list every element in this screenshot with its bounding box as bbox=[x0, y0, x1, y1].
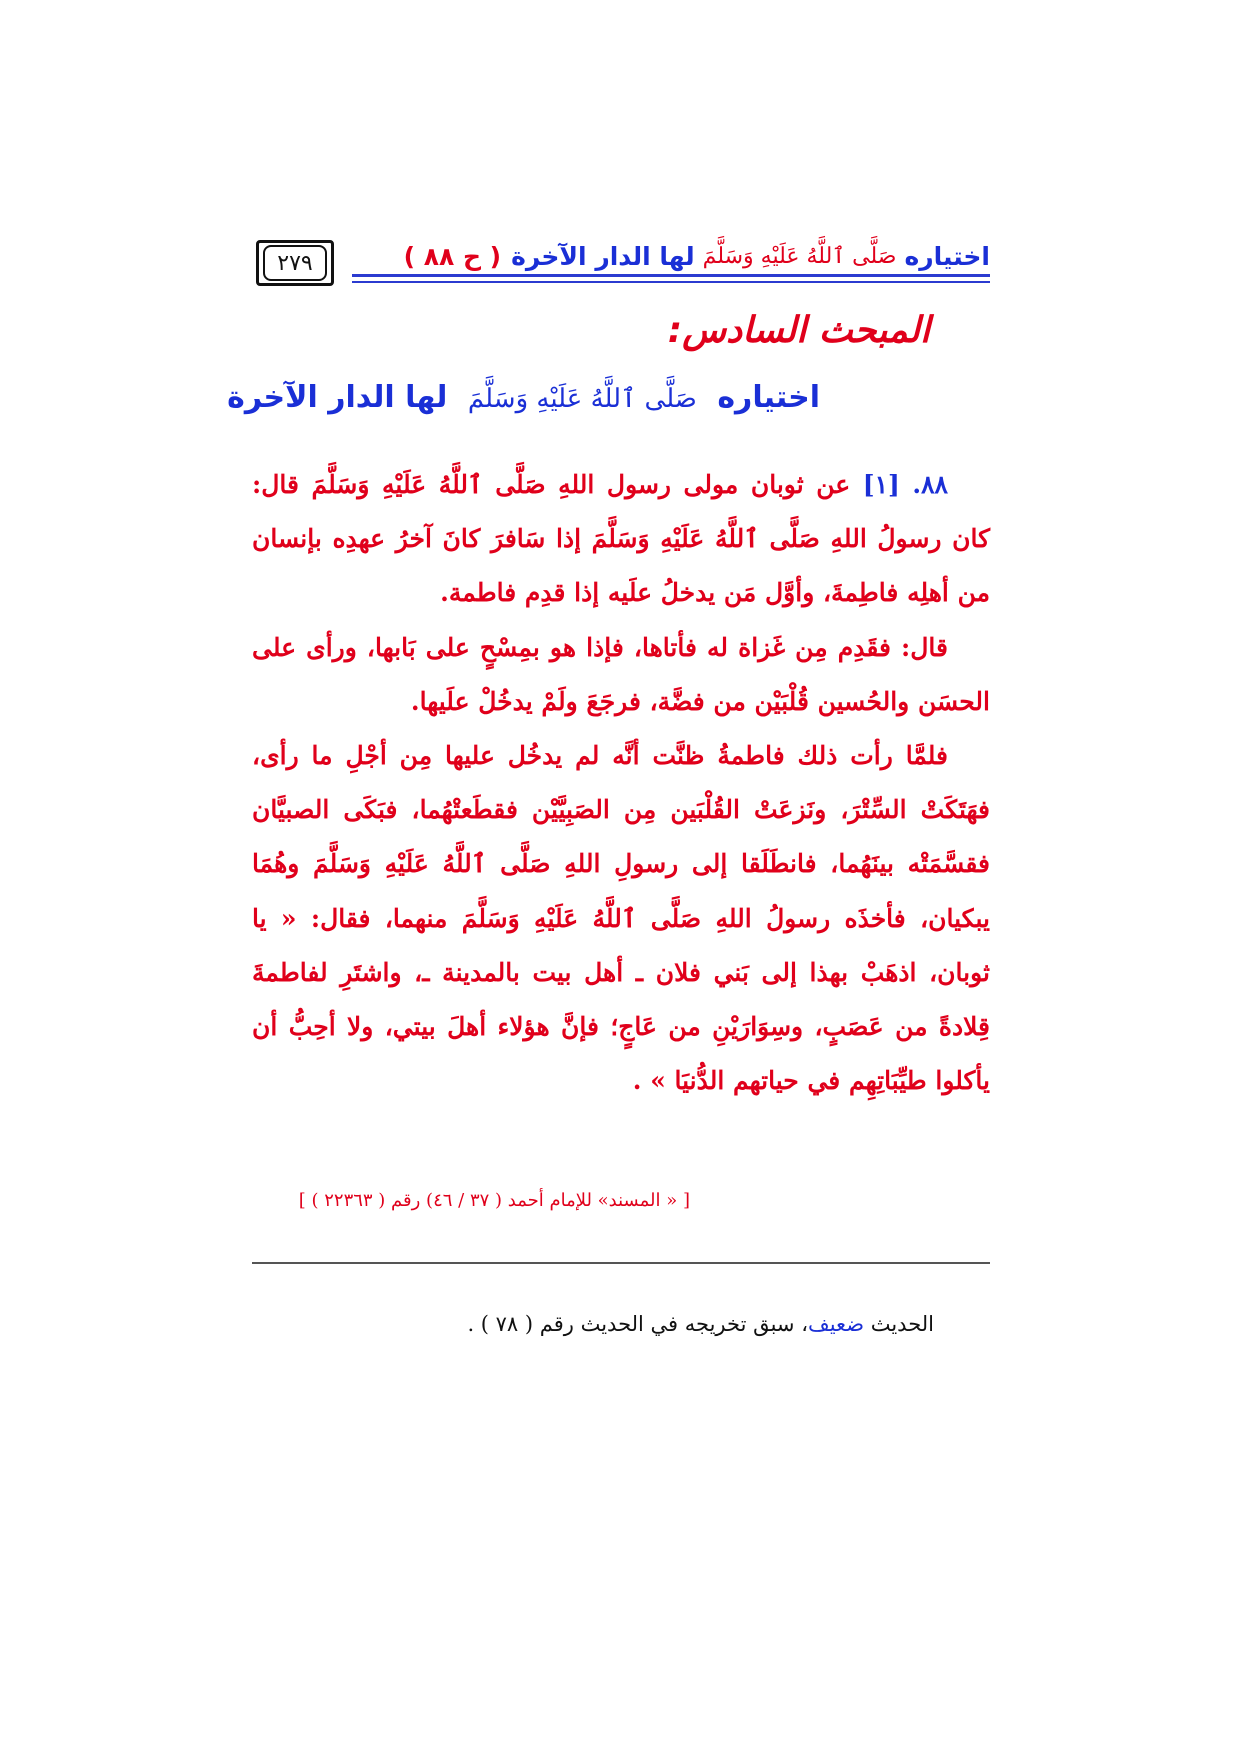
source-reference: [ « المسند» للإمام أحمد ( ٣٧ / ٤٦) رقم ( ٢٢٣٦٣ ) ] bbox=[298, 1190, 690, 1211]
header-rule-secondary bbox=[352, 281, 990, 283]
running-header bbox=[349, 238, 990, 274]
chapter-title bbox=[227, 380, 820, 436]
header-rule bbox=[352, 274, 990, 277]
page-number: ٢٧٩ bbox=[263, 245, 327, 281]
chapter-title-part2: لها الدار الآخرة bbox=[227, 380, 448, 415]
hadith-paragraph-2: قال: فقَدِم مِن غَزاة له فأتاها، فإذا هو بمِسْحٍ على بَابها، ورأى على الحسَن والحُسين قُلْبَيْن من فضَّة، فرجَعَ ولَمْ يدخُلْ علَيها. bbox=[252, 632, 990, 716]
footnote-divider bbox=[252, 1262, 990, 1264]
header-honorific: صَلَّى ٱللَّهُ عَلَيْهِ وَسَلَّمَ bbox=[702, 243, 897, 269]
hadith-para1-text: عن ثوبان مولى رسول اللهِ صَلَّى ٱللَّهُ عَلَيْهِ وَسَلَّمَ قال: كان رسولُ اللهِ صَلَّى ٱللَّهُ عَلَيْهِ وَسَلَّمَ إذا سَافرَ كانَ آخرُ عهدِه بإنسان من أهلِه فاطِمةَ، وأوَّل مَن يدخلُ علَيه إذا قدِم فاطمة. bbox=[252, 470, 990, 608]
section-title: المبحث السادس: bbox=[667, 310, 930, 351]
footnote bbox=[404, 1312, 934, 1336]
hadith-paragraph-1 bbox=[252, 458, 990, 621]
footnote-part1: الحديث bbox=[870, 1312, 934, 1336]
header-hadith-ref: ( ح ٨٨ ) bbox=[403, 241, 502, 271]
header-title-part2: لها الدار الآخرة bbox=[511, 241, 695, 271]
header-title-part1: اختياره bbox=[904, 241, 990, 271]
footnote-part2: ، سبق تخريجه في الحديث رقم ( ٧٨ ) . bbox=[467, 1312, 808, 1336]
page-number-badge bbox=[256, 240, 334, 286]
hadith-text bbox=[252, 458, 990, 1108]
footnote-grade: ضعيف bbox=[807, 1312, 865, 1336]
hadith-paragraph-3: فلمَّا رأت ذلك فاطمةُ ظنَّت أنَّه لم يدخُل عليها مِن أجْلِ ما رأى، فهَتَكَتْ السِّتْرَ، ونَزعَتْ القُلْبَين مِن الصَبِيَّيْن فقطَعتْهُما، فبَكَى الصبيَّان فقسَّمَتْه بينَهُما، فانطَلَقا إلى رسولِ اللهِ صَلَّى ٱللَّهُ عَلَيْهِ وَسَلَّمَ وهُمَا يبكيان، فأخذَه رسولُ اللهِ صَلَّى ٱللَّهُ عَلَيْهِ وَسَلَّمَ منهما، فقال: « يا ثوبان، اذهَبْ بهذا إلى بَني فلان ـ أهل بيت بالمدينة ـ، واشتَرِ لفاطمةَ قِلادةً من عَصَبٍ، وسِوَارَيْنِ من عَاجٍ؛ فإنَّ هؤلاء أهلَ بيتي، ولا أحِبُّ أن يأكلوا طيِّبَاتِهِم في حياتهم الدُّنيَا » . bbox=[252, 741, 990, 1096]
chapter-title-part1: اختياره bbox=[717, 380, 820, 415]
chapter-honorific: صَلَّى ٱللَّهُ عَلَيْهِ وَسَلَّمَ bbox=[467, 384, 697, 414]
hadith-number: ٨٨. [١] bbox=[862, 470, 948, 499]
